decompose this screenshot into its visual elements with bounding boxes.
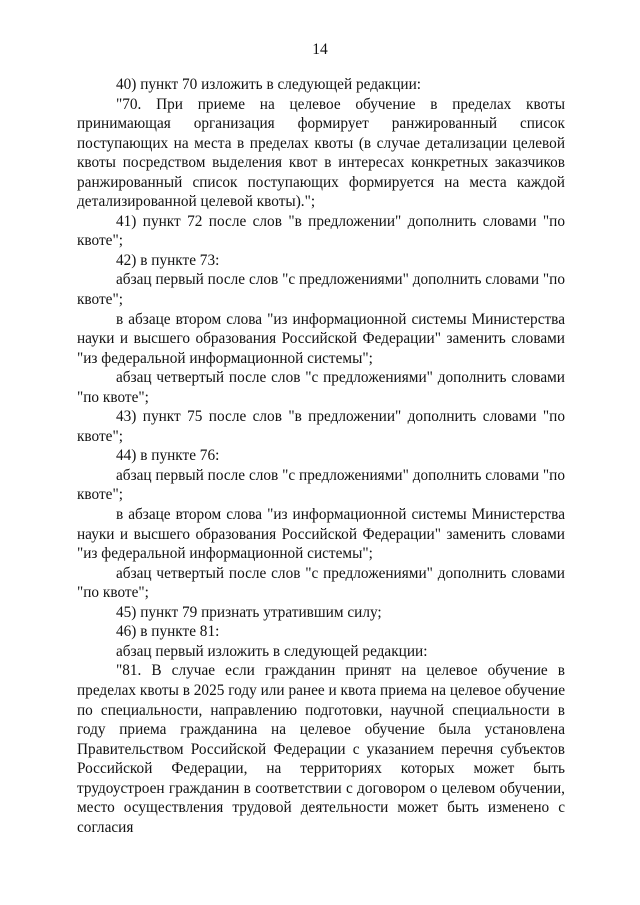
paragraph-item-42-first: абзац первый после слов "с предложениями" дополнить словами "по квоте"; [77,271,565,309]
paragraph-item-44-fourth: абзац четвертый после слов "с предложениями" дополнить словами "по квоте"; [77,564,565,602]
paragraph-item-46: 46) в пункте 81: [116,623,220,641]
paragraph-point-70-text: "70. При приеме на целевое обучение в пределах квоты принимающая организация формирует ранжированный список поступающих на места в пределах квоты (в случае детализации целевой квоты посредством выделения квот в интересах конкретных заказчиков ранжированный список поступающих формируется на места каждой детализированной целевой квоты)."; [77,95,565,211]
paragraph-item-44-first: абзац первый после слов "с предложениями" дополнить словами "по квоте"; [77,466,565,504]
paragraph-item-46-first: абзац первый изложить в следующей редакции: [116,642,428,660]
paragraph-item-42-fourth: абзац четвертый после слов "с предложениями" дополнить словами "по квоте"; [77,369,565,406]
paragraph-item-44: 44) в пункте 76: [116,447,220,465]
paragraph-item-41: 41) пункт 72 после слов "в предложении" дополнить словами "по квоте"; [77,212,565,250]
paragraph-item-40: 40) пункт 70 изложить в следующей редакции: [116,76,422,93]
paragraph-point-81-text: "81. В случае если гражданин принят на целевое обучение в пределах квоты в 2025 году или ранее и квота приема на целевое обучение по специальности, направлению подготовки, научной специальности в году приема гражданина на целевое обучение была установлена Правительством Российской Федерации с указанием перечня субъектов Российской Федерации, на территориях которых может быть трудоустроен гражданин в соответствии с договором о целевом обучении, место осуществления трудовой деятельности может быть изменено с согласия [77,662,565,836]
paragraph-item-43: 43) пункт 75 после слов "в предложении" дополнить словами "по квоте"; [77,408,565,445]
paragraph-item-44-second: в абзаце втором слова "из информационной системы Министерства науки и высшего образования Российской Федерации" заменить словами "из федеральной информационной системы"; [77,506,565,563]
paragraph-item-42: 42) в пункте 73: [116,251,220,269]
paragraph-item-45: 45) пункт 79 признать утратившим силу; [116,603,382,621]
page-number: 14 [312,41,328,58]
document-body [77,75,565,837]
paragraph-item-42-second: в абзаце втором слова "из информационной системы Министерства науки и высшего образования Российской Федерации" заменить словами "из федеральной информационной системы"; [77,310,565,367]
